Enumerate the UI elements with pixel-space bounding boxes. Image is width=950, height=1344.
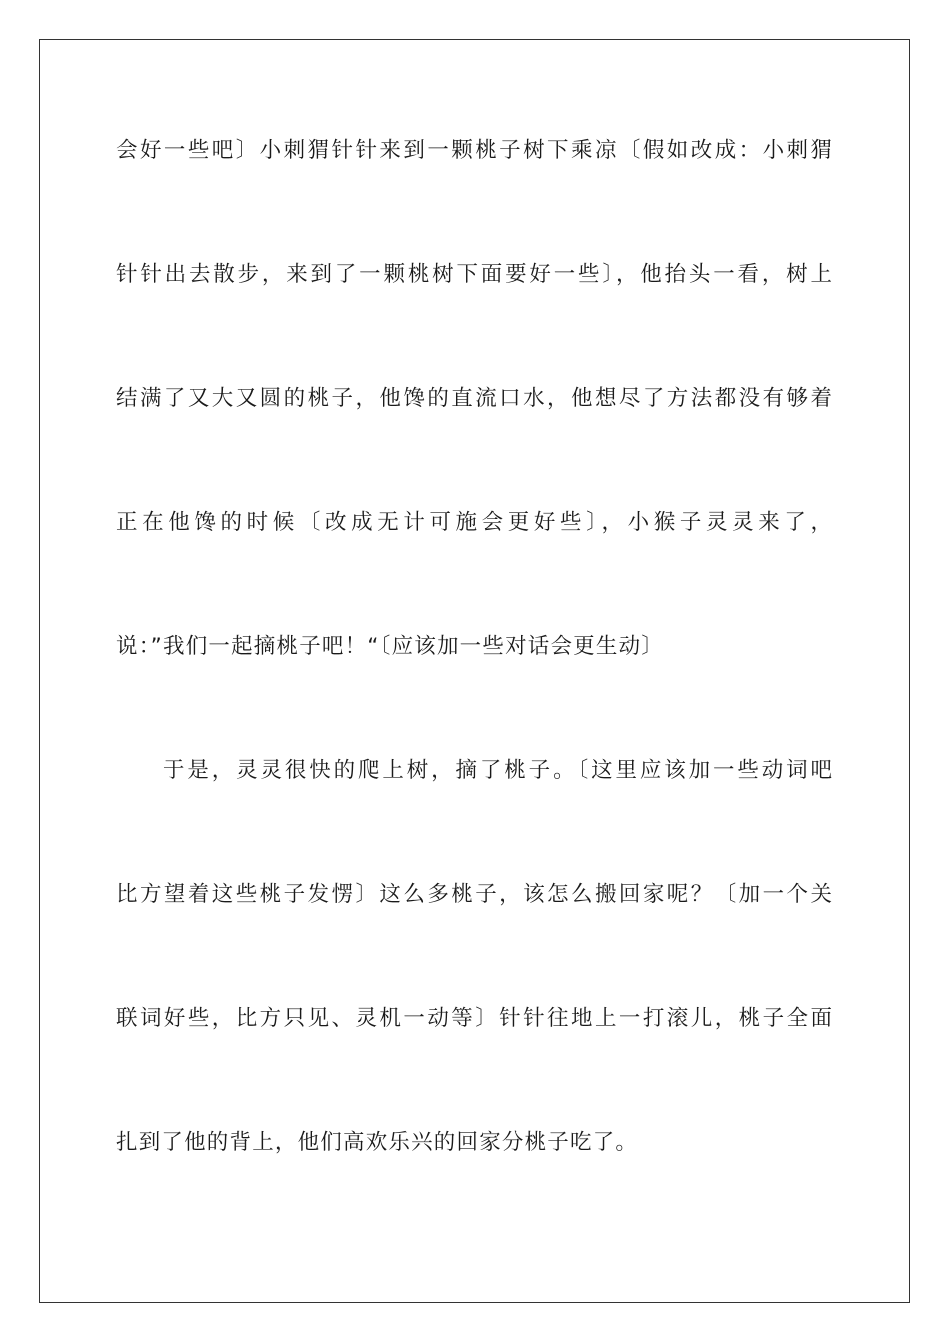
text-line-8: 联词好些，比方只见、灵机一动等〕针针往地上一打滚儿，桃子全面 — [116, 1006, 832, 1031]
text-line-9: 扎到了他的背上，他们高欢乐兴的回家分桃子吃了。 — [116, 1130, 639, 1155]
text-line-4: 正在他馋的时候〔改成无计可施会更好些〕，小猴子灵灵来了， — [116, 510, 832, 535]
text-line-6-paragraph-start: 于是，灵灵很快的爬上树，摘了桃子。〔这里应该加一些动词吧 — [163, 758, 832, 783]
page-border — [39, 39, 910, 1303]
text-line-7: 比方望着这些桃子发愣〕这么多桃子，该怎么搬回家呢？〔加一个关 — [116, 882, 832, 907]
text-line-5: 说：”我们一起摘桃子吧！“〔应该加一些对话会更生动〕 — [116, 634, 664, 659]
text-line-3: 结满了又大又圆的桃子，他馋的直流口水，他想尽了方法都没有够着 — [116, 386, 832, 411]
text-line-2: 针针出去散步，来到了一颗桃树下面要好一些〕，他抬头一看，树上 — [116, 262, 832, 287]
text-line-1: 会好一些吧〕小刺猬针针来到一颗桃子树下乘凉〔假如改成：小刺猬 — [116, 138, 832, 163]
